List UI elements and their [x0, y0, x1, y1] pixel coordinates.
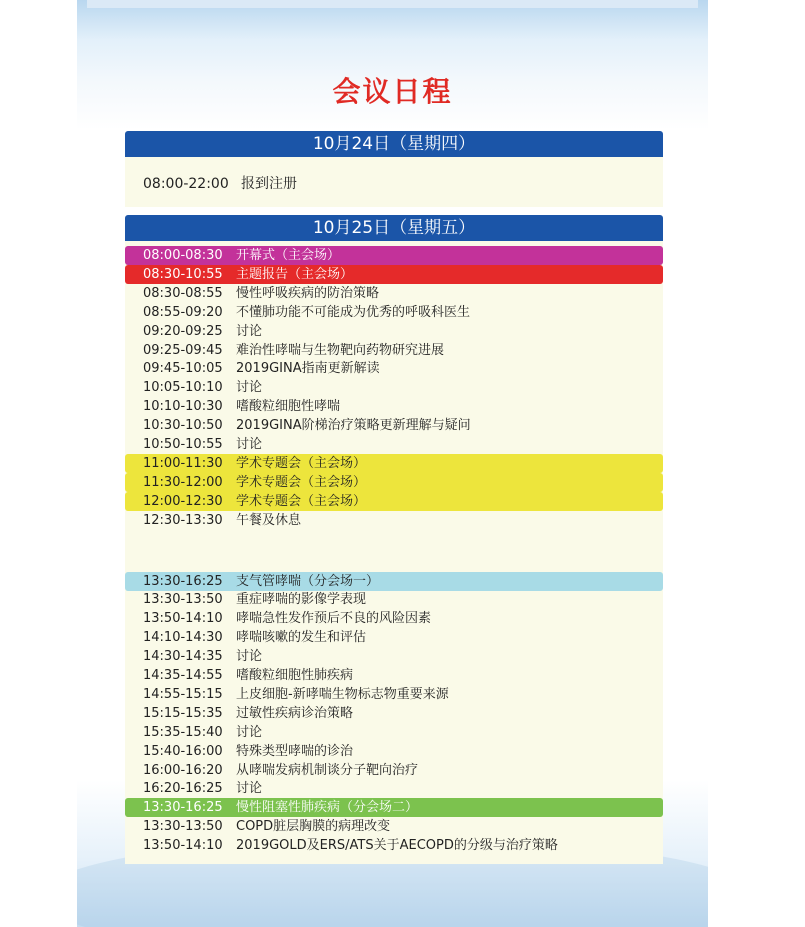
- session-label: 讨论: [236, 781, 263, 797]
- session-time: 13:30-16:25: [143, 573, 223, 589]
- session-time: 08:30-10:55: [143, 266, 223, 282]
- session-label: 学术专题会（主会场）: [236, 455, 367, 471]
- session-row: [125, 647, 663, 666]
- session-row: [125, 359, 663, 378]
- session-label: 哮喘咳嗽的发生和评估: [236, 630, 367, 646]
- session-row: [125, 303, 663, 322]
- session-label: 嗜酸粒细胞性哮喘: [236, 399, 341, 415]
- session-row: [125, 723, 663, 742]
- session-time: 08:30-08:55: [143, 285, 223, 301]
- day1-header: 10月24日（星期四）: [125, 131, 663, 157]
- session-header-row: [125, 265, 663, 284]
- session-row: [125, 685, 663, 704]
- session-time: 11:30-12:00: [143, 474, 223, 490]
- session-label: 过敏性疾病诊治策略: [236, 705, 354, 721]
- session-header-row: [125, 572, 663, 591]
- session-time: 10:10-10:30: [143, 399, 223, 415]
- session-row: [125, 704, 663, 723]
- page-title: 会议日程: [332, 75, 453, 108]
- session-row: [125, 817, 663, 836]
- session-time: 09:25-09:45: [143, 342, 223, 358]
- session-label: 慢性呼吸疾病的防治策略: [236, 285, 380, 301]
- session-label: 2019GOLD及ERS/ATS关于AECOPD的分级与治疗策略: [236, 838, 558, 854]
- session-row: [125, 836, 663, 855]
- session-row: [125, 416, 663, 435]
- session-label: 讨论: [236, 323, 263, 339]
- session-row: [125, 378, 663, 397]
- session-label: 讨论: [236, 380, 263, 396]
- session-label: 2019GINA指南更新解读: [236, 361, 380, 377]
- session-header-row: [125, 798, 663, 817]
- session-time: 15:15-15:35: [143, 705, 223, 721]
- session-row: [125, 284, 663, 303]
- session-time: 14:35-14:55: [143, 668, 223, 683]
- session-row: [125, 742, 663, 761]
- session-time: 12:30-13:30: [143, 512, 223, 528]
- session-row: [125, 341, 663, 360]
- session-row: [125, 779, 663, 798]
- session-label: 嗜酸粒细胞性肺疾病: [236, 668, 354, 683]
- session-label: 午餐及休息: [236, 512, 302, 528]
- session-label: 上皮细胞-新哮喘生物标志物重要来源: [236, 686, 449, 702]
- session-time: 13:30-13:50: [143, 592, 223, 608]
- session-row: [125, 322, 663, 341]
- agenda-page: [77, 0, 708, 927]
- session-time: 15:35-15:40: [143, 724, 223, 740]
- session-time: 11:00-11:30: [143, 455, 223, 471]
- session-time: 09:20-09:25: [143, 323, 223, 339]
- session-time: 15:40-16:00: [143, 743, 223, 759]
- session-time: 08:00-08:30: [143, 248, 223, 263]
- session-row: [125, 628, 663, 647]
- session-time: 10:05-10:10: [143, 380, 223, 396]
- session-time: 09:45-10:05: [143, 361, 223, 377]
- session-row: [125, 590, 663, 609]
- session-label: 慢性阻塞性肺疾病（分会场二）: [236, 800, 419, 816]
- session-time: 08:55-09:20: [143, 304, 223, 320]
- session-label: 学术专题会（主会场）: [236, 493, 367, 509]
- session-time: 13:50-14:10: [143, 611, 223, 627]
- session-time: 13:50-14:10: [143, 838, 223, 854]
- session-label: 难治性哮喘与生物靶向药物研究进展: [236, 342, 445, 358]
- day2-header: 10月25日（星期五）: [125, 215, 663, 241]
- session-label: 学术专题会（主会场）: [236, 474, 367, 490]
- session-header-row: [125, 454, 663, 473]
- session-time: 13:30-13:50: [143, 819, 223, 835]
- session-row: [125, 609, 663, 628]
- session-label: 讨论: [236, 649, 263, 665]
- day1-time: 08:00-22:00: [143, 176, 229, 192]
- session-label: 2019GINA阶梯治疗策略更新理解与疑问: [236, 418, 471, 434]
- session-time: 14:10-14:30: [143, 630, 223, 646]
- session-label: 主题报告（主会场）: [236, 266, 354, 282]
- session-time: 10:30-10:50: [143, 418, 223, 434]
- session-label: 不懂肺功能不可能成为优秀的呼吸科医生: [236, 304, 471, 320]
- session-time: 16:00-16:20: [143, 762, 223, 778]
- session-label: 特殊类型哮喘的诊治: [236, 743, 354, 759]
- session-label: 支气管哮喘（分会场一）: [236, 573, 380, 589]
- session-time: 12:00-12:30: [143, 493, 223, 509]
- session-row: [125, 511, 663, 530]
- session-time: 14:55-15:15: [143, 686, 223, 702]
- session-header-row: [125, 492, 663, 511]
- session-label: 重症哮喘的影像学表现: [236, 592, 367, 608]
- session-label: 讨论: [236, 437, 263, 452]
- session-label: COPD脏层胸膜的病理改变: [236, 819, 391, 835]
- session-row: [125, 761, 663, 780]
- session-time: 10:50-10:55: [143, 437, 223, 452]
- session-label: 讨论: [236, 724, 263, 740]
- session-label: 开幕式（主会场）: [236, 248, 341, 263]
- day1-label: 报到注册: [241, 176, 297, 192]
- session-time: 14:30-14:35: [143, 649, 223, 665]
- session-label: 从哮喘发病机制谈分子靶向治疗: [236, 762, 419, 778]
- session-label: 哮喘急性发作预后不良的风险因素: [236, 611, 432, 627]
- session-time: 16:20-16:25: [143, 781, 223, 797]
- session-row: [125, 435, 663, 454]
- day1-row: [125, 173, 663, 195]
- session-time: 13:30-16:25: [143, 800, 223, 816]
- session-row: [125, 666, 663, 685]
- session-row: [125, 397, 663, 416]
- top-strip: [87, 0, 698, 8]
- session-header-row: [125, 473, 663, 492]
- session-header-row: [125, 246, 663, 265]
